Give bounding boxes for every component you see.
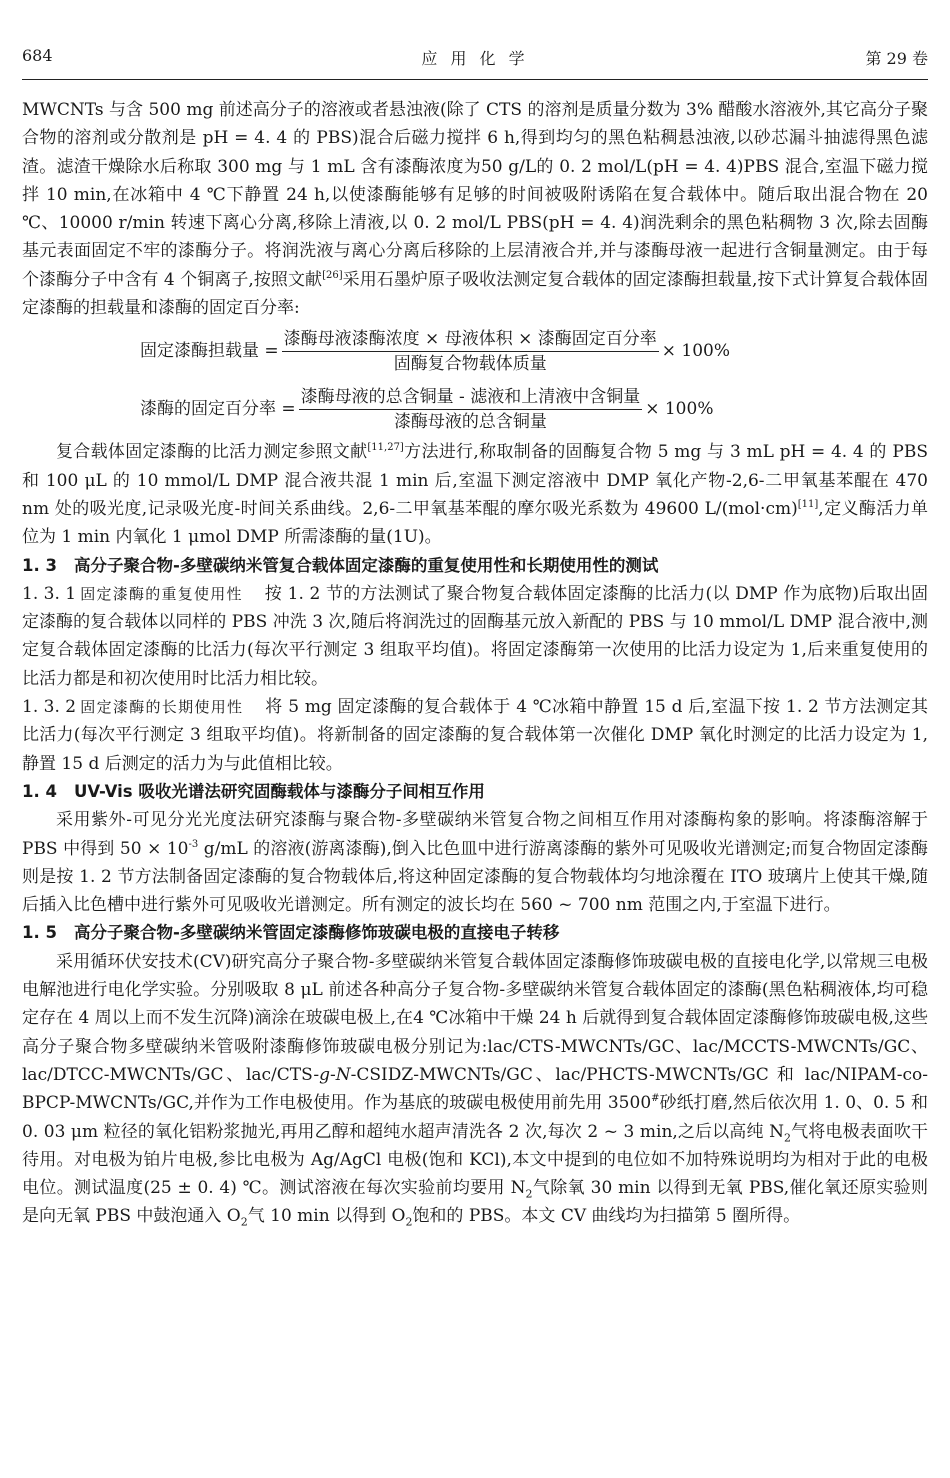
section-heading-1-3: 1. 3 高分子聚合物-多壁碳纳米管复合载体固定漆酶的重复使用性和长期使用性的测试 bbox=[22, 555, 659, 575]
volume-label: 第 29 卷 bbox=[865, 49, 928, 68]
subsection-title: 固定漆酶的长期使用性 bbox=[80, 698, 244, 717]
subsection-title: 固定漆酶的重复使用性 bbox=[80, 584, 243, 603]
running-header bbox=[22, 40, 928, 70]
subsection-1-3-1: 1. 3. 1 固定漆酶的重复使用性 按 1. 2 节的方法测试了聚合物复合载体固定漆酶的比活力(以 DMP 作为底物)后取出固定漆酶的复合载体以同样的 PBS 冲洗 3 次,随后将润洗过的固酶基元放入新配的 PBS 与 10 mmol/L DMP 混合液中,测定复合载体固定漆酶的比活力(每次平行测定 3 组取平均值)。将固定漆酶第一次使用的比活力设定为 1,后来重复使用的比活力都是和初次使用时比活力相比较。 bbox=[22, 583, 928, 689]
citation: [11,27] bbox=[367, 442, 404, 454]
fraction: $\frac{\text{漆酶母液的总含铜量 - 滤液和上清液中含铜量}}{\text{漆酶母液的总含铜量}}$ bbox=[300, 386, 641, 432]
paragraph-electrochemistry: 采用循环伏安技术(CV)研究高分子聚合物-多壁碳纳米管复合载体固定漆酶修饰玻碳电极的直接电化学,以常规三电极电解池进行电化学实验。分别吸取 8 μL 前述各种高分子复合物-多壁碳纳米管复合载体固定的漆酶(黑色粘稠液体,均可稳定存在 4 周以上而不发生沉降)滴涂在玻碳电极上,在4 ℃冰箱中干燥 24 h 后就得到复合载体固定漆酶修饰玻碳电极,这些高分子聚合物多壁碳纳米管吸附漆酶修饰玻碳电极分别记为:lac/CTS-MWCNTs/GC、lac/MCCTS-MWCNTs/GC、lac/DTCC-MWCNTs/GC、lac/CTS-g-N-CSIDZ-MWCNTs/GC、lac/PHCTS-MWCNTs/GC 和 lac/NIPAM-co-BPCP-MWCNTs/GC,并作为工作电极使用。作为基底的玻碳电极使用前先用 3500#砂纸打磨,然后依次用 1. 0、0. 5 和 0. 03 μm 粒径的氧化铝粉浆抛光,再用乙醇和超纯水超声清洗各 2 次,每次 2 ~ 3 min,之后以高纯 $N_2$气将电极表面吹干待用。对电极为铂片电极,参比电极为 Ag/AgCl 电极(饱和 KCl),本文中提到的电位如不加特殊说明均为相对于此的电极电位。测试温度(25 ± 0. 4) ℃。测试溶液在每次实验前均要用 $N_2$气除氧 30 min 以得到无氧 PBS,催化氧还原实验则是向无氧 PBS 中鼓泡通入 $O_2$气 10 min 以得到 $O_2$饱和的 PBS。本文 CV 曲线均为扫描第 5 圈所得。 bbox=[22, 951, 929, 1229]
header-rule bbox=[22, 79, 928, 80]
paragraph-method-continued: MWCNTs 与含 500 mg 前述高分子的溶液或者悬浊液(除了 CTS 的溶剂是质量分数为 3% 醋酸水溶液外,其它高分子聚合物的溶剂或分散剂是 pH = 4. 4 的 PBS)混合后磁力搅拌 6 h,得到均匀的黑色粘稠悬浊液,以砂芯漏斗抽滤得黑色滤渣。滤渣干燥除水后称取 300 mg 与 1 mL 含有漆酶浓度为50 g/L的 0. 2 mol/L(pH = 4. 4)PBS 混合,室温下磁力搅拌 10 min,在冰箱中 4 ℃下静置 24 h,以使漆酶能够有足够的时间被吸附诱陷在复合载体中。随后取出混合物在 20 ℃、10000 r/min 转速下离心分离,移除上清液,以 0. 2 mol/L PBS(pH = 4. 4)润洗剩余的黑色粘稠物 3 次,除去固酶基元表面固定不牢的漆酶分子。将润洗液与离心分离后移除的上层清液合并,并与漆酶母液一起进行含铜量测定。由于每个漆酶分子中含有 4 个铜离子,按照文献[26]采用石墨炉原子吸收法测定复合载体的固定漆酶担载量,按下式计算复合载体固定漆酶的担载量和漆酶的固定百分率: bbox=[22, 100, 928, 319]
subsection-1-3-2: 1. 3. 2 固定漆酶的长期使用性 将 5 mg 固定漆酶的复合载体于 4 ℃冰箱中静置 15 d 后,室温下按 1. 2 节方法测定其比活力(每次平行测定 3 组取平均值)。将新制备的固定漆酶的复合载体第一次催化 DMP 氧化时测定的比活力设定为 1,静置 15 d 后测定的活力为与此值相比较。 bbox=[22, 697, 928, 774]
citation: [26] bbox=[322, 269, 343, 281]
page-number: 684 bbox=[22, 46, 53, 65]
article-body bbox=[22, 96, 928, 1231]
fraction: $\frac{\text{漆酶母液漆酶浓度 × 母液体积 × 漆酶固定百分率}}{\text{固酶复合物载体质量}}$ bbox=[283, 328, 657, 374]
formula-immobilization-rate: 漆酶的固定百分率 = $\frac{\text{漆酶母液的总含铜量 - 滤液和上清液中含铜量}}{\text{漆酶母液的总含铜量}}$ × 100% bbox=[140, 386, 714, 432]
formula-loading: 固定漆酶担载量 = $\frac{\text{漆酶母液漆酶浓度 × 母液体积 × 漆酶固定百分率}}{\text{固酶复合物载体质量}}$ × 100% bbox=[140, 328, 731, 374]
journal-title: 应 用 化 学 bbox=[421, 49, 529, 68]
citation: [11] bbox=[797, 498, 819, 510]
paragraph-activity-assay: 复合载体固定漆酶的比活力测定参照文献[11,27]方法进行,称取制备的固酶复合物 5 mg 与 3 mL pH = 4. 4 的 PBS 和 100 μL 的 10 mmol/L DMP 混合液共混 1 min 后,室温下测定溶液中 DMP 氧化产物-2,6-二甲氧基苯醌在 470 nm 处的吸光度,记录吸光度-时间关系曲线。2,6-二甲氧基苯醌的摩尔吸光系数为 49600 L/(mol·cm)[11],定义酶活力单位为 1 min 内氧化 1 μmol DMP 所需漆酶的量(1U)。 bbox=[22, 442, 929, 548]
section-heading-1-5: 1. 5 高分子聚合物-多壁碳纳米管固定漆酶修饰玻碳电极的直接电子转移 bbox=[22, 923, 560, 943]
section-heading-1-4: 1. 4 UV-Vis 吸收光谱法研究固酶载体与漆酶分子间相互作用 bbox=[22, 781, 485, 801]
paragraph-uv-vis: 采用紫外-可见分光光度法研究漆酶与聚合物-多壁碳纳米管复合物之间相互作用对漆酶构象的影响。将漆酶溶解于 PBS 中得到 $50 \times 10^{-3}$ g/mL 的溶液(游离漆酶),倒入比色皿中进行游离漆酶的紫外可见吸收光谱测定;而复合物固定漆酶则是按 1. 2 节方法制备固定漆酶的复合物载体后,将这种固定漆酶的复合物载体均匀地涂覆在 ITO 玻璃片上使其干燥,随后插入比色槽中进行紫外可见吸收光谱测定。所有测定的波长均在 560 ~ 700 nm 范围之内,于室温下进行。 bbox=[22, 810, 928, 916]
